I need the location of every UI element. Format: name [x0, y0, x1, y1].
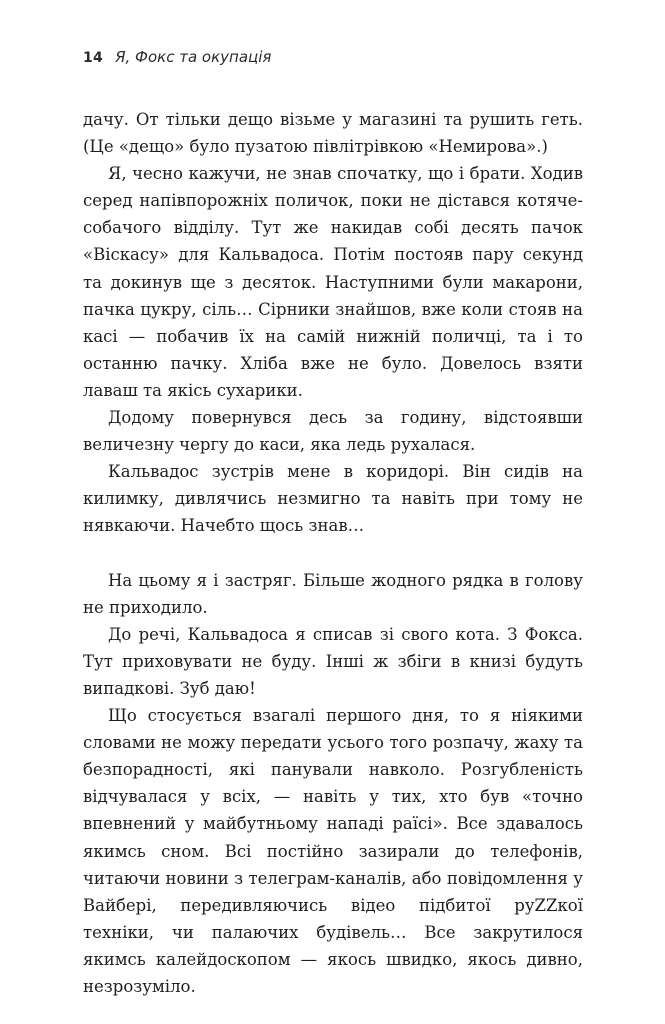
paragraph: На цьому я і застряг. Більше жодного рядка в голову не приходило.: [83, 570, 583, 617]
book-title: Я, Фокс та окупація: [115, 48, 272, 66]
paragraph: Я, чесно кажучи, не знав спочатку, що і брати. Ходив серед напівпорожніх поличок, поки не дістався котяче-собачого відділу. Тут же накидав собі десять пачок «Віскасу» для Кальвадоса. Потім постояв пару секунд та докинув ще з десяток. Наступними були макарони, пачка цукру, сіль… Сірники знайшов, вже коли стояв на касі — побачив їх на самій нижній поличці, та і то останню пачку. Хліба вже не було. Довелось взяти лаваш та якісь сухарики.: [83, 164, 583, 400]
body-text: [83, 106, 583, 1000]
paragraph: Додому повернувся десь за годину, відстоявши величезну чергу до каси, яка ледь рухалася.: [83, 408, 583, 455]
paragraph: Що стосується взагалі першого дня, то я ніякими словами не можу передати усього того розпачу, жаху та безпорадності, які панували навколо. Розгубленість відчувалася у всіх, — навіть у тих, хто був «точно впевнений у майбутньому нападі раїсі». Все здавалось якимсь сном. Всі постійно зазирали до телефонів, читаючи новини з телеграм-каналів, або повідомлення у Вайбері, передивляючись відео підбитої руZZкої техніки, чи палаючих будівель… Все закрутилося якимсь калейдоскопом — якось швидко, якось дивно, незрозуміло.: [83, 706, 583, 996]
paragraph: Кальвадос зустрів мене в коридорі. Він сидів на килимку, дивлячись незмигно та навіть при тому не нявкаючи. Начебто щось знав…: [83, 462, 583, 536]
paragraph-continued: дачу. От тільки дещо візьме у магазині та рушить геть. (Це «дещо» було пузатою півлітрівкою «Немирова».): [83, 110, 583, 157]
running-head: [83, 48, 271, 70]
page-number: 14: [83, 50, 104, 66]
paragraph: До речі, Кальвадоса я списав зі свого кота. З Фокса. Тут приховувати не буду. Інші ж збіги в книзі будуть випадкові. Зуб даю!: [83, 624, 583, 698]
section-break: [83, 540, 583, 567]
